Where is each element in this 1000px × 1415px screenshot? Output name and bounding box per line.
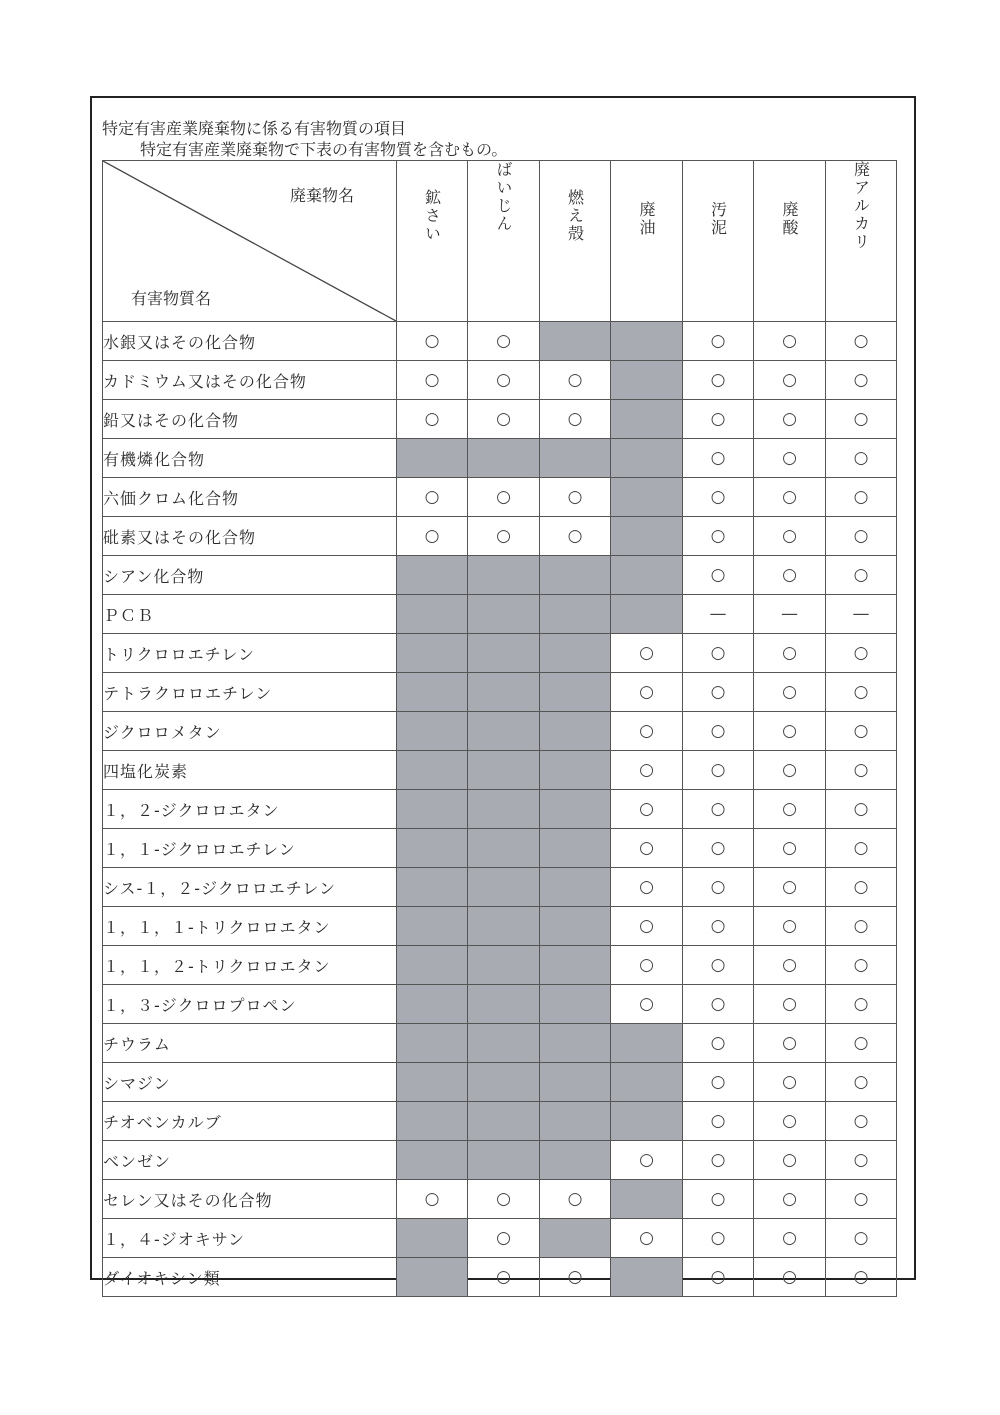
circle-mark-cell: ○	[397, 517, 468, 556]
shaded-cell	[397, 1258, 468, 1297]
table-body	[103, 322, 897, 1297]
shaded-cell	[397, 1219, 468, 1258]
shaded-cell	[468, 907, 540, 946]
shaded-cell	[468, 1141, 540, 1180]
table-row	[103, 1024, 897, 1063]
circle-mark-cell: ○	[540, 517, 611, 556]
circle-mark-cell: ○	[397, 400, 468, 439]
shaded-cell	[397, 1141, 468, 1180]
circle-mark-cell: ○	[397, 478, 468, 517]
document-subtitle: 特定有害産業廃棄物で下表の有害物質を含むもの。	[140, 140, 508, 159]
circle-mark-cell: ○	[826, 1102, 897, 1141]
table-row	[103, 478, 897, 517]
waste-name-label: 廃棄物名	[289, 186, 354, 205]
header-row	[103, 161, 897, 322]
shaded-cell	[397, 556, 468, 595]
shaded-cell	[540, 1219, 611, 1258]
table-row	[103, 1063, 897, 1102]
circle-mark-cell: ○	[683, 673, 754, 712]
circle-mark-cell: ○	[397, 1180, 468, 1219]
circle-mark-cell: ○	[468, 400, 540, 439]
circle-mark-cell: ○	[611, 946, 683, 985]
circle-mark-cell: ○	[683, 868, 754, 907]
circle-mark-cell: ○	[754, 1102, 826, 1141]
circle-mark-cell: ○	[683, 1024, 754, 1063]
circle-mark-cell: ○	[754, 556, 826, 595]
substance-name-cell: 砒素又はその化合物	[103, 517, 397, 556]
circle-mark-cell: ○	[683, 1258, 754, 1297]
circle-mark-cell: ○	[683, 751, 754, 790]
shaded-cell	[540, 595, 611, 634]
circle-mark-cell: ○	[683, 556, 754, 595]
column-header-waste-alkali: 廃アルカリ	[826, 161, 897, 322]
circle-mark-cell: ○	[826, 829, 897, 868]
substance-name-cell: トリクロロエチレン	[103, 634, 397, 673]
circle-mark-cell: ○	[754, 829, 826, 868]
shaded-cell	[611, 1102, 683, 1141]
circle-mark-cell: ○	[754, 790, 826, 829]
shaded-cell	[611, 1258, 683, 1297]
column-header-waste-acid: 廃酸	[754, 161, 826, 322]
hazardous-substance-table	[102, 160, 897, 1297]
circle-mark-cell: ○	[683, 322, 754, 361]
shaded-cell	[540, 751, 611, 790]
circle-mark-cell: ○	[826, 439, 897, 478]
shaded-cell	[397, 985, 468, 1024]
circle-mark-cell: ○	[683, 790, 754, 829]
column-header-cinders: 燃え殻	[540, 161, 611, 322]
circle-mark-cell: ○	[468, 322, 540, 361]
circle-mark-cell: ○	[611, 751, 683, 790]
shaded-cell	[540, 673, 611, 712]
shaded-cell	[540, 1063, 611, 1102]
substance-name-cell: 六価クロム化合物	[103, 478, 397, 517]
dash-mark-cell: —	[683, 595, 754, 634]
circle-mark-cell: ○	[826, 946, 897, 985]
table-row	[103, 751, 897, 790]
shaded-cell	[468, 868, 540, 907]
shaded-cell	[540, 829, 611, 868]
circle-mark-cell: ○	[540, 361, 611, 400]
shaded-cell	[540, 868, 611, 907]
circle-mark-cell: ○	[683, 1063, 754, 1102]
substance-name-cell: １，１-ジクロロエチレン	[103, 829, 397, 868]
circle-mark-cell: ○	[683, 517, 754, 556]
circle-mark-cell: ○	[754, 907, 826, 946]
shaded-cell	[540, 712, 611, 751]
circle-mark-cell: ○	[611, 829, 683, 868]
substance-name-cell: チオベンカルブ	[103, 1102, 397, 1141]
circle-mark-cell: ○	[826, 1141, 897, 1180]
circle-mark-cell: ○	[754, 712, 826, 751]
circle-mark-cell: ○	[683, 1219, 754, 1258]
circle-mark-cell: ○	[540, 1258, 611, 1297]
circle-mark-cell: ○	[683, 634, 754, 673]
substance-name-cell: シス-１，２-ジクロロエチレン	[103, 868, 397, 907]
circle-mark-cell: ○	[397, 361, 468, 400]
shaded-cell	[611, 439, 683, 478]
substance-name-cell: 水銀又はその化合物	[103, 322, 397, 361]
substance-name-cell: １，４-ジオキサン	[103, 1219, 397, 1258]
shaded-cell	[611, 1024, 683, 1063]
table-row	[103, 322, 897, 361]
shaded-cell	[468, 1063, 540, 1102]
circle-mark-cell: ○	[683, 478, 754, 517]
circle-mark-cell: ○	[754, 478, 826, 517]
circle-mark-cell: ○	[683, 712, 754, 751]
substance-name-cell: １，２-ジクロロエタン	[103, 790, 397, 829]
substance-name-cell: カドミウム又はその化合物	[103, 361, 397, 400]
circle-mark-cell: ○	[826, 790, 897, 829]
substance-name-cell: チウラム	[103, 1024, 397, 1063]
shaded-cell	[397, 907, 468, 946]
circle-mark-cell: ○	[683, 1141, 754, 1180]
shaded-cell	[611, 361, 683, 400]
circle-mark-cell: ○	[826, 907, 897, 946]
table-row	[103, 634, 897, 673]
shaded-cell	[397, 1063, 468, 1102]
circle-mark-cell: ○	[754, 868, 826, 907]
substance-name-cell: セレン又はその化合物	[103, 1180, 397, 1219]
shaded-cell	[540, 556, 611, 595]
table-row	[103, 1219, 897, 1258]
circle-mark-cell: ○	[826, 322, 897, 361]
circle-mark-cell: ○	[754, 517, 826, 556]
circle-mark-cell: ○	[826, 1063, 897, 1102]
circle-mark-cell: ○	[826, 985, 897, 1024]
column-header-slag: 鉱さい	[397, 161, 468, 322]
shaded-cell	[540, 1024, 611, 1063]
shaded-cell	[611, 595, 683, 634]
circle-mark-cell: ○	[683, 1102, 754, 1141]
circle-mark-cell: ○	[754, 1024, 826, 1063]
column-header-dust: ばいじん	[468, 161, 540, 322]
substance-name-cell: ダイオキシン類	[103, 1258, 397, 1297]
substance-name-label: 有害物質名	[131, 289, 212, 308]
circle-mark-cell: ○	[540, 1180, 611, 1219]
shaded-cell	[468, 556, 540, 595]
shaded-cell	[397, 712, 468, 751]
circle-mark-cell: ○	[683, 361, 754, 400]
dash-mark-cell: —	[754, 595, 826, 634]
substance-name-cell: １，１，１-トリクロロエタン	[103, 907, 397, 946]
circle-mark-cell: ○	[468, 1180, 540, 1219]
shaded-cell	[540, 439, 611, 478]
table-row	[103, 1102, 897, 1141]
circle-mark-cell: ○	[754, 1141, 826, 1180]
circle-mark-cell: ○	[611, 673, 683, 712]
dash-mark-cell: —	[826, 595, 897, 634]
circle-mark-cell: ○	[754, 1258, 826, 1297]
circle-mark-cell: ○	[826, 751, 897, 790]
substance-name-cell: シアン化合物	[103, 556, 397, 595]
shaded-cell	[397, 1102, 468, 1141]
substance-name-cell: 鉛又はその化合物	[103, 400, 397, 439]
shaded-cell	[540, 985, 611, 1024]
table-row	[103, 868, 897, 907]
circle-mark-cell: ○	[397, 322, 468, 361]
table-row	[103, 907, 897, 946]
circle-mark-cell: ○	[826, 478, 897, 517]
shaded-cell	[397, 439, 468, 478]
circle-mark-cell: ○	[826, 1258, 897, 1297]
circle-mark-cell: ○	[683, 907, 754, 946]
circle-mark-cell: ○	[540, 478, 611, 517]
circle-mark-cell: ○	[826, 400, 897, 439]
shaded-cell	[397, 595, 468, 634]
shaded-cell	[468, 829, 540, 868]
table-row	[103, 985, 897, 1024]
shaded-cell	[397, 790, 468, 829]
circle-mark-cell: ○	[683, 985, 754, 1024]
circle-mark-cell: ○	[611, 790, 683, 829]
substance-name-cell: １，１，２-トリクロロエタン	[103, 946, 397, 985]
circle-mark-cell: ○	[826, 517, 897, 556]
circle-mark-cell: ○	[683, 946, 754, 985]
substance-name-cell: ジクロロメタン	[103, 712, 397, 751]
shaded-cell	[540, 1102, 611, 1141]
circle-mark-cell: ○	[611, 907, 683, 946]
circle-mark-cell: ○	[826, 1219, 897, 1258]
circle-mark-cell: ○	[826, 1024, 897, 1063]
shaded-cell	[611, 400, 683, 439]
table-row	[103, 556, 897, 595]
table-row	[103, 829, 897, 868]
circle-mark-cell: ○	[611, 634, 683, 673]
shaded-cell	[468, 673, 540, 712]
shaded-cell	[468, 946, 540, 985]
circle-mark-cell: ○	[826, 673, 897, 712]
shaded-cell	[611, 556, 683, 595]
shaded-cell	[397, 946, 468, 985]
circle-mark-cell: ○	[611, 868, 683, 907]
table-row	[103, 517, 897, 556]
circle-mark-cell: ○	[611, 712, 683, 751]
table-row	[103, 361, 897, 400]
shaded-cell	[540, 907, 611, 946]
shaded-cell	[540, 634, 611, 673]
circle-mark-cell: ○	[468, 1258, 540, 1297]
substance-name-cell: ベンゼン	[103, 1141, 397, 1180]
circle-mark-cell: ○	[611, 985, 683, 1024]
substance-name-cell: テトラクロロエチレン	[103, 673, 397, 712]
circle-mark-cell: ○	[468, 517, 540, 556]
shaded-cell	[540, 946, 611, 985]
table-row	[103, 1141, 897, 1180]
circle-mark-cell: ○	[754, 361, 826, 400]
shaded-cell	[468, 1024, 540, 1063]
shaded-cell	[540, 790, 611, 829]
table-row	[103, 1180, 897, 1219]
circle-mark-cell: ○	[754, 634, 826, 673]
substance-name-cell: 四塩化炭素	[103, 751, 397, 790]
shaded-cell	[397, 673, 468, 712]
document-title: 特定有害産業廃棄物に係る有害物質の項目	[102, 119, 407, 138]
circle-mark-cell: ○	[754, 1063, 826, 1102]
column-header-waste-oil: 廃油	[611, 161, 683, 322]
table-row	[103, 712, 897, 751]
shaded-cell	[611, 478, 683, 517]
substance-name-cell: シマジン	[103, 1063, 397, 1102]
shaded-cell	[611, 1180, 683, 1219]
shaded-cell	[397, 634, 468, 673]
table-row	[103, 1258, 897, 1297]
circle-mark-cell: ○	[754, 751, 826, 790]
circle-mark-cell: ○	[683, 1180, 754, 1219]
table-row	[103, 673, 897, 712]
circle-mark-cell: ○	[683, 400, 754, 439]
circle-mark-cell: ○	[826, 634, 897, 673]
circle-mark-cell: ○	[826, 868, 897, 907]
circle-mark-cell: ○	[754, 1180, 826, 1219]
circle-mark-cell: ○	[754, 1219, 826, 1258]
shaded-cell	[468, 439, 540, 478]
shaded-cell	[397, 868, 468, 907]
shaded-cell	[468, 595, 540, 634]
shaded-cell	[397, 829, 468, 868]
circle-mark-cell: ○	[754, 400, 826, 439]
table-row	[103, 946, 897, 985]
circle-mark-cell: ○	[826, 361, 897, 400]
shaded-cell	[611, 1063, 683, 1102]
shaded-cell	[397, 1024, 468, 1063]
circle-mark-cell: ○	[826, 712, 897, 751]
shaded-cell	[611, 517, 683, 556]
circle-mark-cell: ○	[754, 439, 826, 478]
shaded-cell	[468, 1102, 540, 1141]
corner-header	[103, 161, 397, 322]
shaded-cell	[468, 751, 540, 790]
circle-mark-cell: ○	[611, 1141, 683, 1180]
circle-mark-cell: ○	[754, 985, 826, 1024]
shaded-cell	[540, 1141, 611, 1180]
circle-mark-cell: ○	[468, 478, 540, 517]
circle-mark-cell: ○	[754, 322, 826, 361]
shaded-cell	[611, 322, 683, 361]
circle-mark-cell: ○	[468, 1219, 540, 1258]
column-header-sludge: 汚泥	[683, 161, 754, 322]
shaded-cell	[468, 985, 540, 1024]
circle-mark-cell: ○	[754, 946, 826, 985]
circle-mark-cell: ○	[826, 556, 897, 595]
shaded-cell	[397, 751, 468, 790]
shaded-cell	[468, 790, 540, 829]
shaded-cell	[540, 322, 611, 361]
circle-mark-cell: ○	[611, 1219, 683, 1258]
table-row	[103, 439, 897, 478]
substance-name-cell: 有機燐化合物	[103, 439, 397, 478]
circle-mark-cell: ○	[468, 361, 540, 400]
circle-mark-cell: ○	[683, 829, 754, 868]
circle-mark-cell: ○	[683, 439, 754, 478]
substance-name-cell: １，３-ジクロロプロペン	[103, 985, 397, 1024]
circle-mark-cell: ○	[754, 673, 826, 712]
shaded-cell	[468, 712, 540, 751]
substance-name-cell: ＰＣＢ	[103, 595, 397, 634]
table-row	[103, 790, 897, 829]
table-row	[103, 400, 897, 439]
shaded-cell	[468, 634, 540, 673]
table-row	[103, 595, 897, 634]
circle-mark-cell: ○	[826, 1180, 897, 1219]
circle-mark-cell: ○	[540, 400, 611, 439]
